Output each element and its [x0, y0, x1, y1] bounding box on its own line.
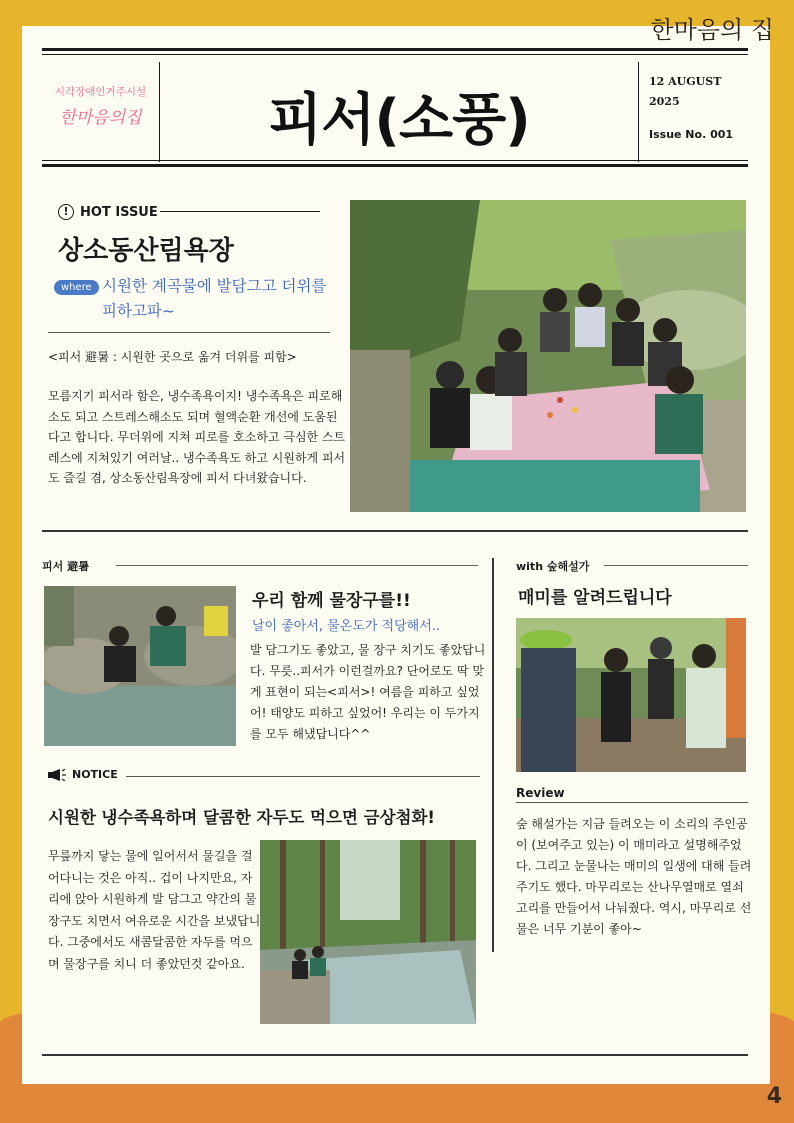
masthead-rule-thin [42, 160, 748, 161]
hot-issue-subtitle: 시원한 계곡물에 발담그고 더위를 피하고파~ [102, 277, 327, 320]
foot-bath-photo [44, 586, 236, 746]
right-title: 매미를 알려드립니다 [518, 588, 672, 608]
hot-issue-label: HOT ISSUE [80, 204, 158, 220]
masthead-org-block [42, 62, 160, 162]
notice-title: 시원한 냉수족욕하며 달콤한 자두도 먹으면 금상첨화! [48, 808, 435, 827]
hot-issue-title: 상소동산림욕장 [58, 236, 234, 266]
column-divider [492, 558, 494, 952]
brand-name: 한마음의집 [59, 108, 142, 128]
issue-date [649, 72, 748, 112]
hot-issue-line [160, 211, 320, 212]
newsletter-title: 피서(소풍) [268, 88, 530, 153]
middle-section-label: 피서 避暑 [42, 560, 90, 573]
masthead-rule [42, 164, 748, 167]
review-label: Review [516, 786, 565, 800]
hot-issue-separator [48, 332, 330, 333]
issue-number: Issue No. 001 [649, 128, 734, 141]
right-section-label: with 숲해설가 [516, 560, 590, 573]
where-badge: where [54, 280, 99, 295]
cicada-lesson-photo [516, 618, 746, 772]
notice-body: 무릎까지 닿는 물에 일어서서 물길을 걸어다니는 것은 아직.. 겁이 나지만요, 자리에 앉아 시원하게 발 담그고 약간의 물장구도 치면서 여유로운 시간을 보냈답니다. 그중에서도 새콤달콤한 자두를 먹으며 물장구를 치니 더 좋았던것 같아요. [48, 849, 261, 971]
notice-label: NOTICE [72, 768, 118, 781]
masthead [42, 62, 748, 162]
page-number: 4 [766, 1084, 782, 1109]
notice-tag [48, 768, 118, 781]
middle-title: 우리 함께 물장구를!! [252, 591, 411, 611]
bottom-rule [42, 1054, 748, 1056]
org-name: 시각장애인거주시설 [54, 86, 147, 98]
date-day-month: 12 AUGUST [649, 75, 722, 88]
forest-stream-photo [260, 840, 476, 1024]
hot-issue-body: 모름지기 피서라 함은, 냉수족욕이지! 냉수족욕은 피로해소도 되고 스트레스해소도 되며 혈액순환 개선에 도움된다고 합니다. 무더위에 지쳐 피로를 호소하고 극심한 스트레스에 지쳐있기 여러날.. 냉수족욕도 하고 시원하게 피서도 즐길 겸, 상소동산림욕장에 피서 다녀왔습니다. [48, 389, 346, 485]
section-divider [42, 530, 748, 532]
hot-issue-definition: <피서 避暑 : 시원한 곳으로 옮겨 더위를 피함> [48, 350, 297, 364]
hot-issue-tag [58, 204, 158, 220]
group-picnic-photo [350, 200, 746, 512]
top-rule [42, 48, 748, 51]
top-rule-thin [42, 54, 748, 55]
megaphone-icon [48, 769, 66, 781]
date-year: 2025 [649, 95, 680, 108]
corner-title: 한마음의 집 [650, 16, 774, 44]
review-line [516, 802, 748, 803]
notice-line [126, 776, 480, 777]
masthead-date-block [638, 62, 748, 162]
right-section-line [604, 565, 748, 566]
middle-subtitle: 날이 좋아서, 물온도가 적당해서.. [252, 619, 441, 634]
middle-section-line [116, 565, 478, 566]
newsletter-page [22, 26, 770, 1084]
middle-body: 발 담그기도 좋았고, 물 장구 치기도 좋았답니다. 무릇..피서가 이런걸까요? 단어로도 딱 맞게 표현이 되는<피서>! 여름을 피하고 싶었어! 태양도 피하고 싶었어! 우리는 이 두가지를 모두 해냈답니다^^ [250, 643, 486, 741]
review-body: 숲 해설가는 지금 들려오는 이 소리의 주인공이 (보여주고 있는) 이 매미라고 설명해주었다. 그리고 눈물나는 매미의 일생에 대해 들려주기도 했다. 마무리로는 산나무열매로 열쇠고리를 만들어서 나눠줬다. 역시, 마무리로 선물은 너무 기분이 좋아~ [516, 817, 752, 936]
alert-circle-icon: ! [58, 204, 74, 220]
